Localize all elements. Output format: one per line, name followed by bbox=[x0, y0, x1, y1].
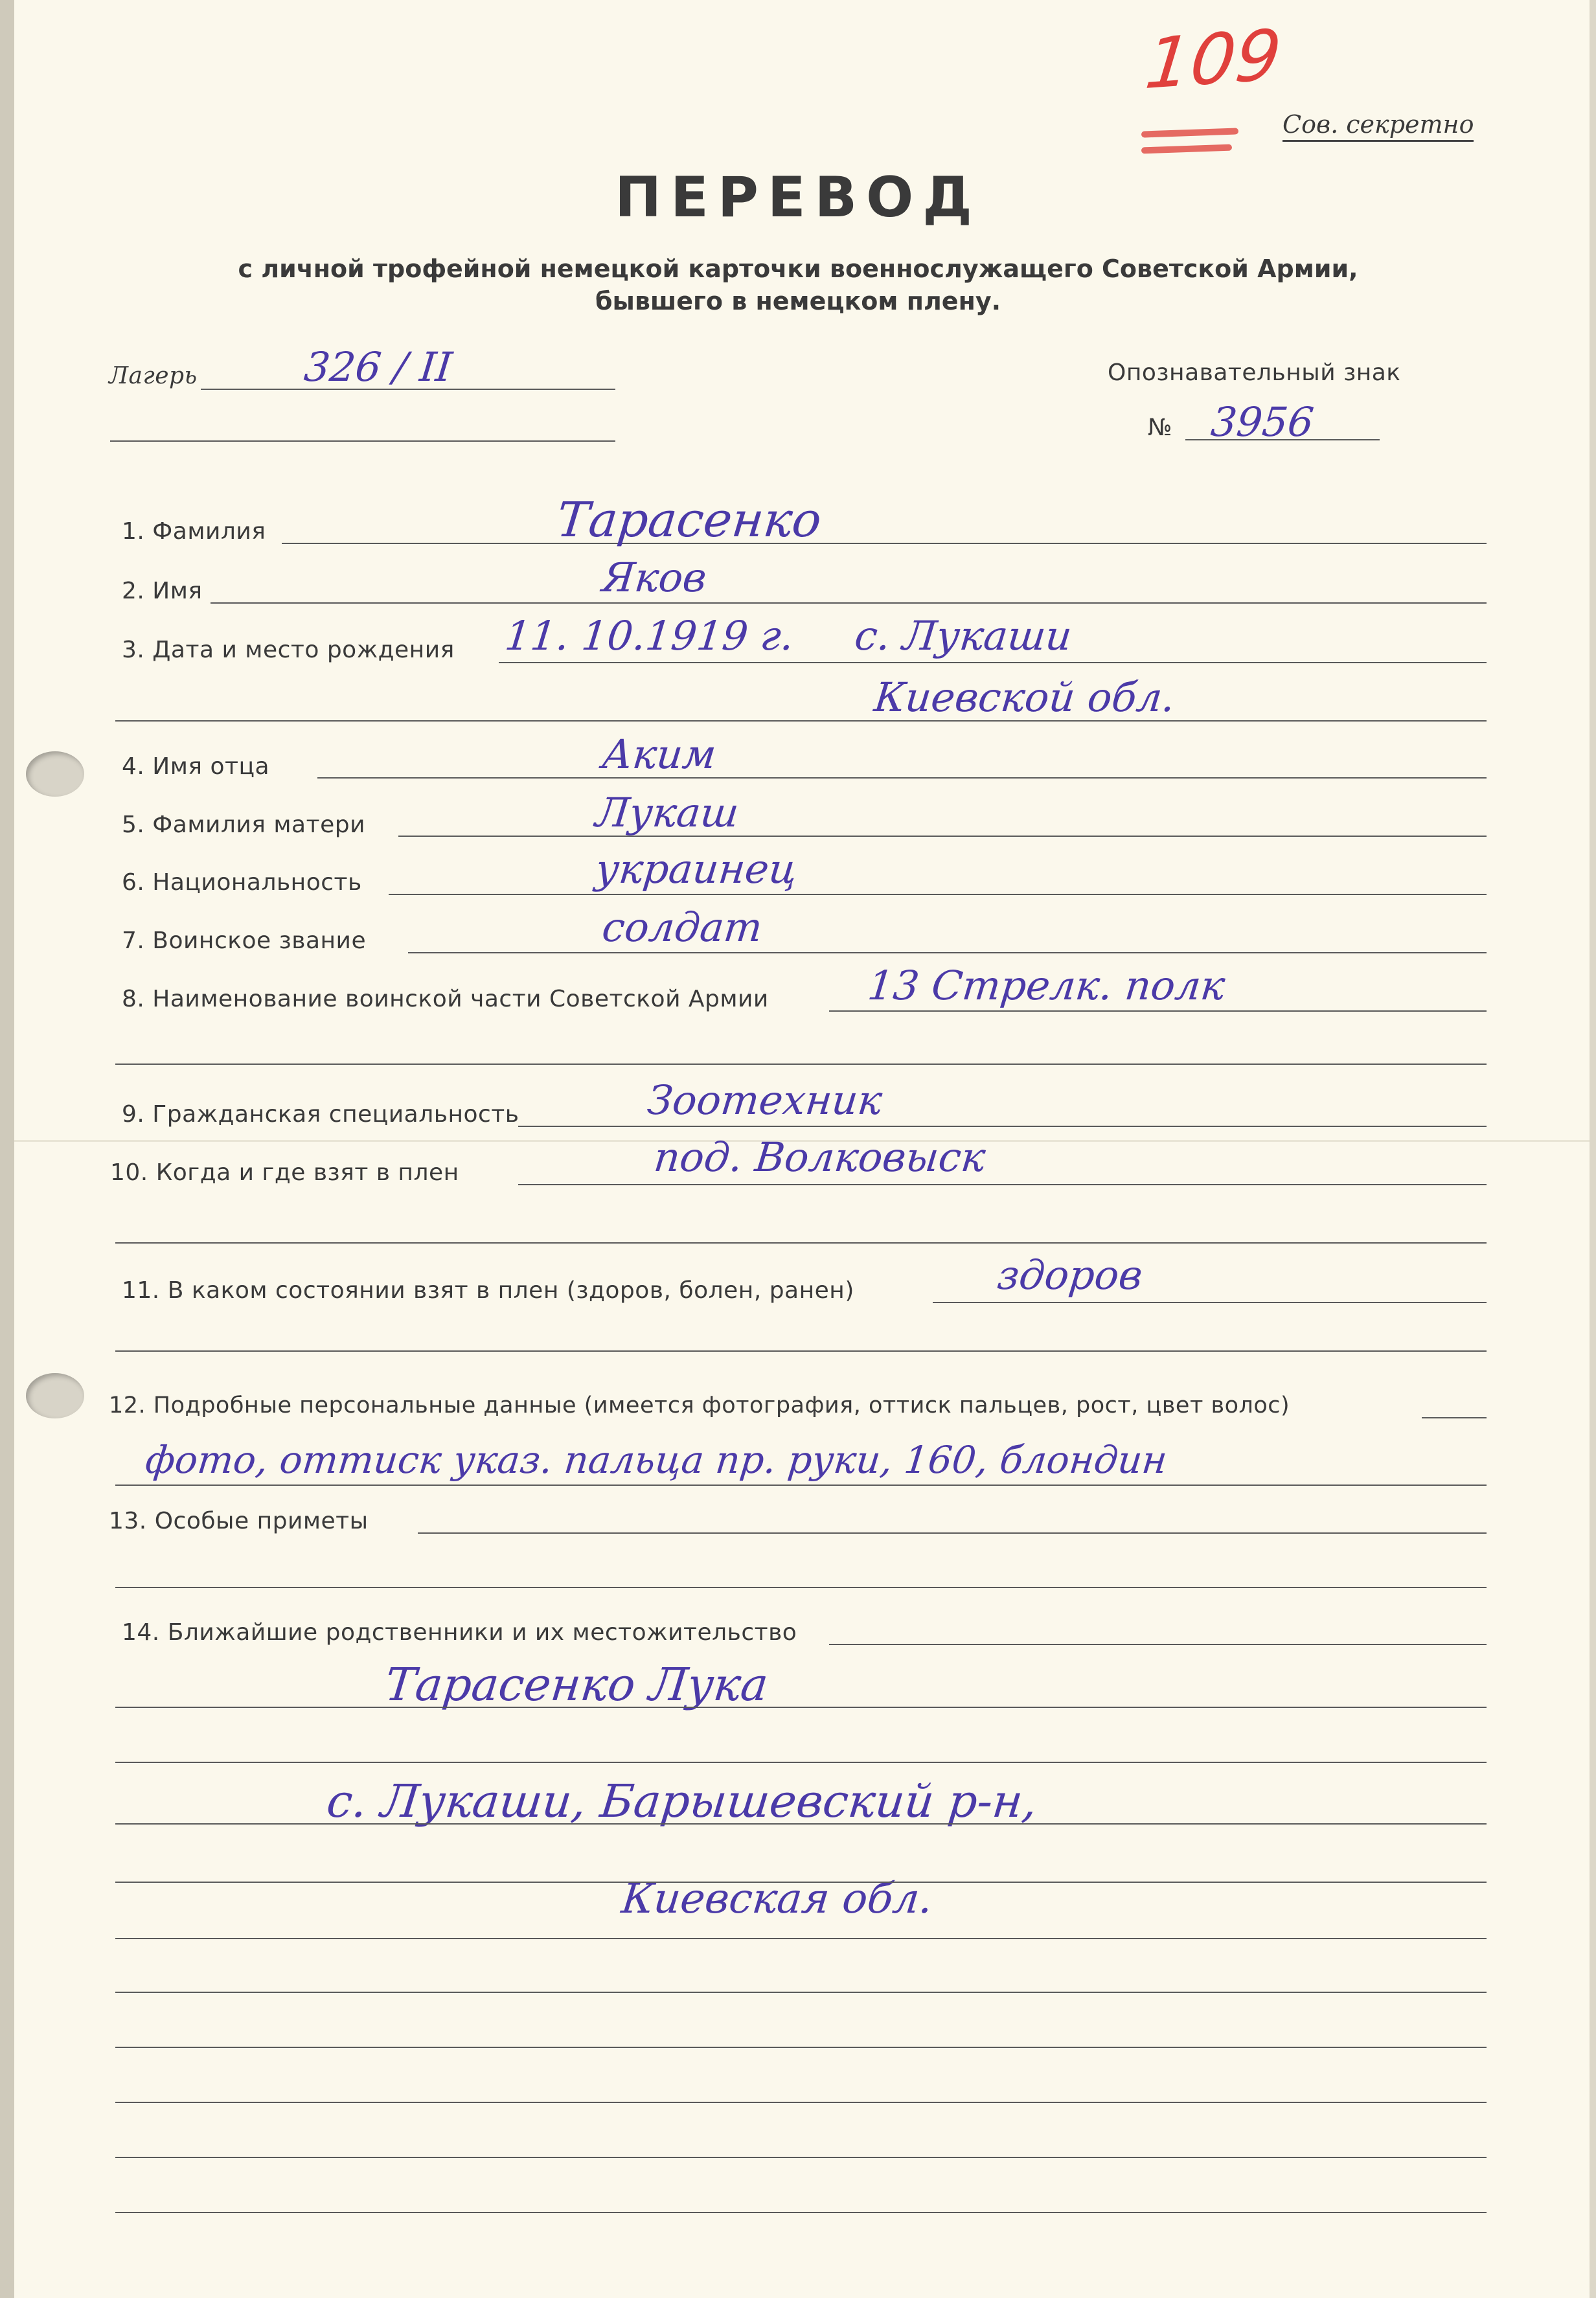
underline-stroke-1 bbox=[1141, 128, 1238, 137]
page-title: ПЕРЕВОД bbox=[615, 165, 981, 230]
id-tag-value: 3956 bbox=[1209, 398, 1316, 446]
nationality-line bbox=[389, 894, 1487, 895]
personal-value: фото, оттиск указ. пальца пр. руки, 160, блондин bbox=[143, 1438, 1170, 1482]
relatives-line-6 bbox=[115, 1938, 1487, 1939]
blank-line-4 bbox=[115, 2157, 1487, 2158]
document-number: 109 bbox=[1141, 14, 1285, 106]
civil-label: 9. Гражданская специальность bbox=[122, 1101, 519, 1128]
subtitle-line-2: бывшего в немецком плену. bbox=[595, 287, 1001, 315]
camp-line-2 bbox=[110, 440, 615, 442]
birth-label: 3. Дата и место рождения bbox=[122, 637, 455, 663]
subtitle-line-1: с личной трофейной немецкой карточки военнослужащего Советской Армии, bbox=[238, 255, 1358, 283]
condition-value: здоров bbox=[995, 1251, 1145, 1299]
captured-line bbox=[518, 1184, 1487, 1185]
captured-line-2 bbox=[115, 1242, 1487, 1244]
personal-line bbox=[1422, 1417, 1487, 1418]
marks-label: 13. Особые приметы bbox=[109, 1508, 369, 1534]
punch-hole-bottom bbox=[26, 1373, 84, 1418]
mother-value: Лукаш bbox=[593, 789, 742, 836]
id-tag-number-label: № bbox=[1148, 415, 1172, 441]
mother-line bbox=[398, 836, 1487, 837]
relatives-line-5 bbox=[115, 1882, 1487, 1883]
nationality-label: 6. Национальность bbox=[122, 869, 362, 896]
punch-hole-top bbox=[26, 751, 84, 797]
civil-value: Зоотехник bbox=[645, 1076, 885, 1124]
marks-line bbox=[418, 1532, 1487, 1534]
unit-value: 13 Стрелк. полк bbox=[865, 962, 1227, 1009]
birth-line-2 bbox=[115, 720, 1487, 722]
father-label: 4. Имя отца bbox=[122, 753, 270, 780]
name-line bbox=[211, 602, 1487, 604]
father-value: Аким bbox=[600, 731, 719, 778]
relatives-value-2: с. Лукаши, Барышевский р-н, bbox=[324, 1775, 1040, 1828]
underline-stroke-2 bbox=[1141, 144, 1232, 154]
name-value: Яков bbox=[600, 554, 709, 601]
camp-value: 326 / II bbox=[302, 343, 455, 391]
relatives-value-1: Тарасенко Лука bbox=[382, 1658, 771, 1711]
blank-line-3 bbox=[115, 2102, 1487, 2103]
condition-line-2 bbox=[115, 1350, 1487, 1352]
blank-line-1 bbox=[115, 1992, 1487, 1993]
rank-value: солдат bbox=[600, 904, 765, 951]
condition-label: 11. В каком состоянии взят в плен (здоров, болен, ранен) bbox=[122, 1277, 854, 1304]
civil-line bbox=[518, 1126, 1487, 1127]
relatives-line-4 bbox=[115, 1823, 1487, 1825]
surname-label: 1. Фамилия bbox=[122, 518, 266, 545]
camp-label: Лагерь bbox=[109, 363, 198, 389]
marks-line-2 bbox=[115, 1587, 1487, 1588]
classification-label: Сов. секретно bbox=[1282, 110, 1474, 142]
unit-label: 8. Наименование воинской части Советской Армии bbox=[122, 986, 769, 1012]
captured-label: 10. Когда и где взят в плен bbox=[110, 1159, 459, 1186]
rank-label: 7. Воинское звание bbox=[122, 927, 367, 954]
id-tag-label: Опознавательный знак bbox=[1108, 359, 1401, 386]
rank-line bbox=[408, 952, 1487, 953]
father-line bbox=[317, 777, 1487, 779]
scan-edge-left bbox=[0, 0, 14, 2298]
nationality-value: украинец bbox=[593, 845, 800, 893]
blank-line-5 bbox=[115, 2212, 1487, 2213]
name-label: 2. Имя bbox=[122, 578, 203, 604]
birth-date: 11. 10.1919 г. bbox=[503, 612, 797, 659]
mother-label: 5. Фамилия матери bbox=[122, 812, 365, 838]
birth-line bbox=[499, 662, 1487, 663]
relatives-line-2 bbox=[115, 1707, 1487, 1708]
personal-label: 12. Подробные персональные данные (имеется фотография, оттиск пальцев, рост, цвет волос) bbox=[109, 1393, 1290, 1418]
relatives-line-3 bbox=[115, 1762, 1487, 1763]
condition-line bbox=[933, 1302, 1487, 1303]
relatives-line bbox=[829, 1644, 1487, 1645]
captured-value: под. Волковыск bbox=[652, 1133, 988, 1181]
personal-line-2 bbox=[115, 1485, 1487, 1486]
unit-line bbox=[829, 1010, 1487, 1012]
unit-line-2 bbox=[115, 1064, 1487, 1065]
surname-value: Тарасенко bbox=[554, 492, 825, 548]
relatives-label: 14. Ближайшие родственники и их местожительство bbox=[122, 1619, 797, 1646]
relatives-value-3: Киевская обл. bbox=[619, 1875, 935, 1923]
blank-line-2 bbox=[115, 2047, 1487, 2048]
scan-edge-right bbox=[1590, 0, 1596, 2298]
birth-place: с. Лукаши bbox=[852, 612, 1075, 659]
birth-place-2: Киевской обл. bbox=[872, 674, 1178, 721]
surname-line bbox=[282, 543, 1487, 544]
